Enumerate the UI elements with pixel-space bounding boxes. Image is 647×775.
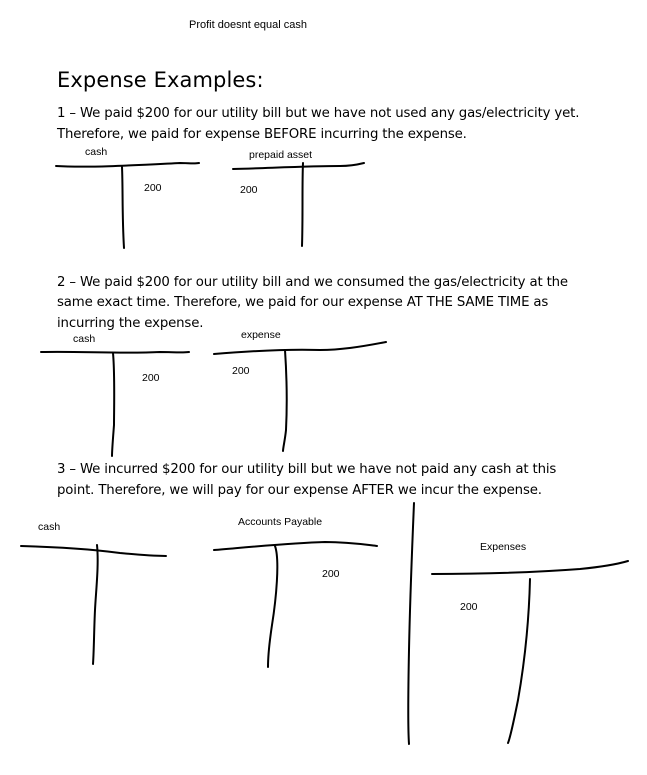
t-account-cash-top [21, 546, 166, 556]
t-account-label-prepaid-asset: prepaid asset [249, 149, 313, 161]
t-account-label-expenses: Expenses [480, 541, 527, 553]
t-account-cash-stem [93, 545, 98, 664]
t-account-amount: 200 [144, 182, 162, 194]
example-2-line-2: same exact time. Therefore, we paid for our expense AT THE SAME TIME as [57, 295, 549, 310]
t-account-expense-stem [283, 350, 287, 451]
example-3-line-2: point. Therefore, we will pay for our expense AFTER we incur the expense. [57, 483, 542, 498]
t-account-amount: 200 [240, 184, 258, 196]
t-account-cash-top [41, 352, 189, 353]
t-account-prepaid-stem [302, 163, 303, 246]
section-divider-line [408, 503, 414, 744]
example-2-line-1: 2 – We paid $200 for our utility bill and we consumed the gas/electricity at the [57, 275, 568, 290]
top-note: Profit doesnt equal cash [189, 19, 308, 31]
t-account-payable-stem [268, 546, 277, 667]
t-account-label-expense: expense [241, 329, 281, 341]
t-account-label-cash: cash [85, 146, 108, 158]
t-account-expense-top [214, 342, 386, 354]
t-account-prepaid-top [233, 163, 364, 169]
t-account-amount: 200 [142, 372, 160, 384]
t-account-label-cash: cash [38, 521, 61, 533]
t-account-label-accounts-payable: Accounts Payable [238, 516, 323, 528]
t-account-amount: 200 [460, 601, 478, 613]
t-account-expenses-stem [508, 579, 530, 743]
example-2-line-3: incurring the expense. [57, 316, 204, 331]
t-account-cash-top [56, 163, 199, 167]
t-account-amount: 200 [322, 568, 340, 580]
t-account-cash-stem [122, 167, 124, 248]
page-title: Expense Examples: [57, 68, 264, 92]
t-account-expenses-top [432, 561, 628, 574]
example-1-line-2: Therefore, we paid for expense BEFORE incurring the expense. [57, 127, 467, 142]
t-account-payable-top [214, 542, 377, 550]
t-account-amount: 200 [232, 365, 250, 377]
t-account-label-cash: cash [73, 333, 96, 345]
example-1-line-1: 1 – We paid $200 for our utility bill but we have not used any gas/electricity yet. [57, 106, 580, 121]
example-3-line-1: 3 – We incurred $200 for our utility bill but we have not paid any cash at this [57, 462, 557, 477]
t-account-cash-stem [112, 353, 114, 456]
